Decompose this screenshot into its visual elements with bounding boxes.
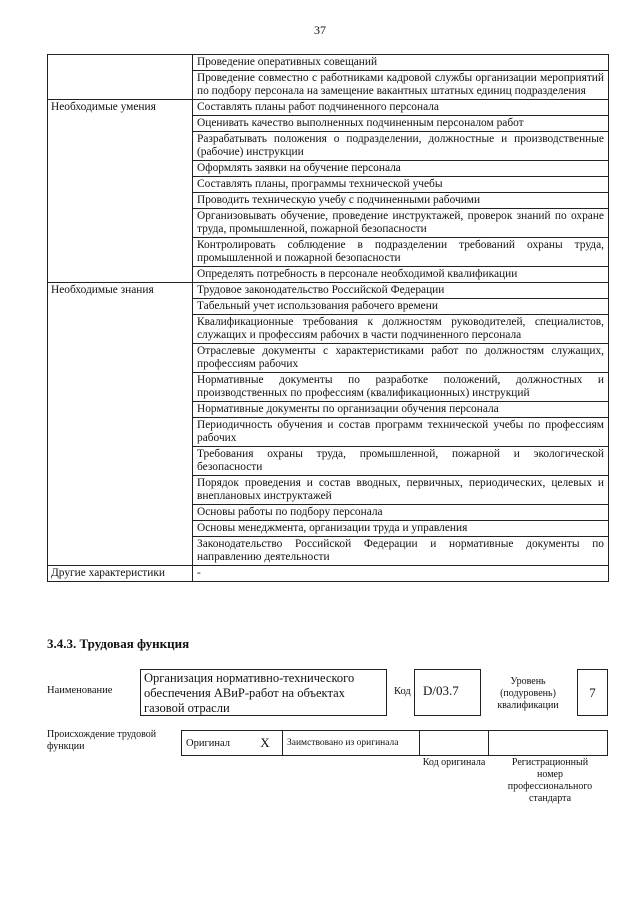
row-label: Другие характеристики (48, 566, 193, 582)
row-text: Периодичность обучения и состав программ технической учебы по профессиям рабочих (193, 418, 609, 447)
row-text: Основы менеджмента, организации труда и управления (193, 521, 609, 537)
page-number: 37 (314, 23, 326, 37)
row-label: Необходимые умения (48, 100, 193, 283)
reg-number-cell (489, 731, 608, 756)
row-text: Требования охраны труда, промышленной, пожарной и экологической безопасности (193, 447, 609, 476)
row-text: Составлять планы работ подчиненного персонала (193, 100, 609, 116)
code-label: Код (394, 686, 411, 697)
row-text: Организовывать обучение, проведение инструктажей, проверок знаний по охране труда, промышленной, пожарной безопасности (193, 209, 609, 238)
row-text: Законодательство Российской Федерации и нормативные документы по направлению деятельности (193, 537, 609, 566)
row-label: Необходимые знания (48, 283, 193, 566)
function-name-box: Организация нормативно-технического обеспечения АВиР-работ на объектах газовой отрасли (140, 669, 387, 716)
row-text: Контролировать соблюдение в подразделении требований охраны труда, промышленной и пожарной безопасности (193, 238, 609, 267)
table-row (48, 283, 609, 299)
row-text: Трудовое законодательство Российской Федерации (193, 283, 609, 299)
row-text: Разрабатывать положения о подразделении, должностные и производственные (рабочие) инструкции (193, 132, 609, 161)
name-label: Наименование (47, 685, 113, 696)
row-label (48, 55, 193, 100)
function-code-box: D/03.7 (414, 669, 481, 716)
row-text: Нормативные документы по разработке положений, должностных и производственных по профессиям (квалификационных) инструкций (193, 373, 609, 402)
table-row (48, 55, 609, 71)
row-text: Проводить техническую учебу с подчиненными рабочими (193, 193, 609, 209)
row-text: Составлять планы, программы технической учебы (193, 177, 609, 193)
section-heading: 3.4.3. Трудовая функция (47, 636, 190, 651)
row-text: - (193, 566, 609, 582)
row-text: Нормативные документы по организации обучения персонала (193, 402, 609, 418)
origin-label: Происхождение трудовой функции (47, 729, 157, 752)
row-text: Основы работы по подбору персонала (193, 505, 609, 521)
row-text: Оформлять заявки на обучение персонала (193, 161, 609, 177)
original-label: Оригинал (182, 731, 249, 756)
row-text: Отраслевые документы с характеристиками работ по должностям служащих, профессиям рабочих (193, 344, 609, 373)
table-row (48, 566, 609, 582)
table-row (48, 100, 609, 116)
borrowed-label: Заимствовано из оригинала (283, 731, 420, 756)
row-text: Проведение оперативных совещаний (193, 55, 609, 71)
origin-table (181, 730, 608, 756)
row-text: Проведение совместно с работниками кадровой службы организации мероприятий по подбору персонала на замещение вакантных штатных единиц подразделения (193, 71, 609, 100)
code-original-caption: Код оригинала (422, 757, 486, 768)
level-label: Уровень (подуровень) квалификации (497, 676, 559, 711)
reg-number-caption: Регистрационный номер профессионального стандарта (507, 757, 593, 804)
row-text: Определять потребность в персонале необходимой квалификации (193, 267, 609, 283)
row-text: Табельный учет использования рабочего времени (193, 299, 609, 315)
original-mark: X (248, 731, 283, 756)
qualification-level-box: 7 (577, 669, 608, 716)
code-original-cell (420, 731, 489, 756)
row-text: Оценивать качество выполненных подчиненным персоналом работ (193, 116, 609, 132)
row-text: Порядок проведения и состав вводных, первичных, периодических, целевых и внеплановых инструктажей (193, 476, 609, 505)
requirements-table (47, 54, 609, 582)
row-text: Квалификационные требования к должностям руководителей, специалистов, служащих и профессиям рабочих в части подчиненного персонала (193, 315, 609, 344)
